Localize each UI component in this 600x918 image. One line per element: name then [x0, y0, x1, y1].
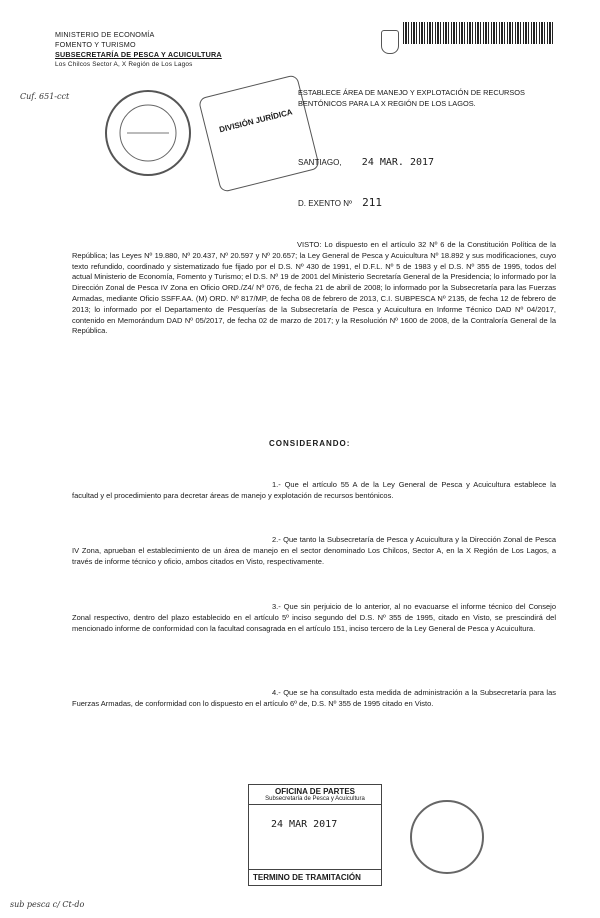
santiago-label: SANTIAGO,	[298, 158, 342, 167]
considerando-2: 2.- Que tanto la Subsecretaría de Pesca y Acuicultura y la Dirección Zonal de Pesca IV Zona, aprueban el establecimiento de un área de manejo en el sector denominado Los Chilcos, Sector A, en la X Región de Los Lagos, a través de informe técnico y oficio, ambos citados en Visto, respectivamente.	[72, 535, 556, 566]
barcode-icon	[403, 22, 553, 44]
ministry-name: MINISTERIO DE ECONOMÍA	[55, 30, 155, 39]
decree-line	[298, 196, 382, 209]
crest-icon	[381, 30, 399, 54]
handwritten-note-bottom: sub pesca c/ Ct-do	[10, 900, 85, 909]
ministry-subtitle: FOMENTO Y TURISMO	[55, 40, 136, 49]
division-label: DIVISIÓN JURÍDICA	[218, 107, 294, 135]
decree-label: D. EXENTO Nº	[298, 199, 352, 208]
document-title: ESTABLECE ÁREA DE MANEJO Y EXPLOTACIÓN DE RECURSOS BENTÓNICOS PARA LA X REGIÓN DE LOS LAGOS.	[298, 88, 525, 108]
visto-paragraph: VISTO: Lo dispuesto en el artículo 32 Nº 6 de la Constitución Política de la República; las Leyes Nº 19.880, Nº 20.437, Nº 20.597 y Nº 20.657; la Ley General de Pesca y Acuicultura Nº 18.892 y sus modificaciones, cuyo texto refundido, coordinado y sistematizado fue fijado por el D.S. Nº 430 de 1991, el D.F.L. Nº 5 de 1983 y el D.S. Nº 355 de 1995, todos del actual Ministerio de Economía, Fomento y Turismo; el D.S. Nº 19 de 2001 del Ministerio Secretaría General de la Presidencia; lo informado por la Dirección Zonal de Pesca IV Zona en Oficio ORD./Z4/ Nº 076, de fecha 21 de abril de 2008; lo informado por la Subsecretaría para las Fuerzas Armadas, mediante Oficio SSFF.AA. (M) ORD. Nº 817/MP, de fecha 08 de febrero de 2013, C.I. SUBPESCA Nº 2135, de fecha 12 de febrero de 2013; lo informado por el Departamento de Pesquerías de la Subsecretaría de Pesca y Acuicultura en Informe Técnico DAD Nº 04/2017, contenido en Memorándum DAD Nº 05/2017, de fecha 02 de marzo de 2017; y la Resolución Nº 1600 de 2008, de la Contraloría General de la República.	[72, 240, 556, 336]
stamp-office	[249, 785, 381, 805]
round-seal-icon-bottom	[410, 800, 484, 874]
stamp-office-sub: Subsecretaría de Pesca y Acuicultura	[265, 796, 365, 802]
date-line	[298, 157, 434, 168]
considerando-1: 1.- Que el artículo 55 A de la Ley General de Pesca y Acuicultura establece la facultad y el procedimiento para decretar áreas de manejo y explotación de recursos bentónicos.	[72, 480, 556, 500]
stamp-footer: TERMINO DE TRAMITACIÓN	[249, 869, 381, 885]
round-seal-icon	[105, 90, 191, 176]
considerando-heading: CONSIDERANDO:	[269, 439, 351, 448]
decree-number: 211	[362, 196, 383, 209]
stamp-office-name: OFICINA DE PARTES	[274, 787, 355, 796]
area-reference: Los Chilcos Sector A, X Región de Los Lagos	[55, 61, 193, 68]
subsecretaria-name: SUBSECRETARÍA DE PESCA Y ACUICULTURA	[55, 50, 222, 59]
considerando-4: 4.- Que se ha consultado esta medida de administración a la Subsecretaría para las Fuerzas Armadas, de conformidad con lo dispuesto en el artículo 6º de, D.S. Nº 355 de 1995 citado en Visto.	[72, 688, 556, 708]
reception-stamp	[248, 784, 382, 886]
barcode	[403, 22, 563, 56]
stamp-date: 24 MAR 2017	[271, 819, 338, 830]
handwritten-note-top: Cuf. 651-cct	[20, 92, 70, 101]
considerando-3: 3.- Que sin perjuicio de lo anterior, al no evacuarse el informe técnico del Consejo Zonal respectivo, dentro del plazo establecido en el artículo 5º inciso segundo del D.S. Nº 355 de 1995, citado en Visto, se prescindirá del mencionado informe de conformidad con la facultad consagrada en el artículo 151, inciso tercero de la Ley General de Pesca y Acuicultura.	[72, 602, 556, 633]
letterhead	[55, 30, 222, 70]
decree-date: 24 MAR. 2017	[361, 157, 435, 168]
